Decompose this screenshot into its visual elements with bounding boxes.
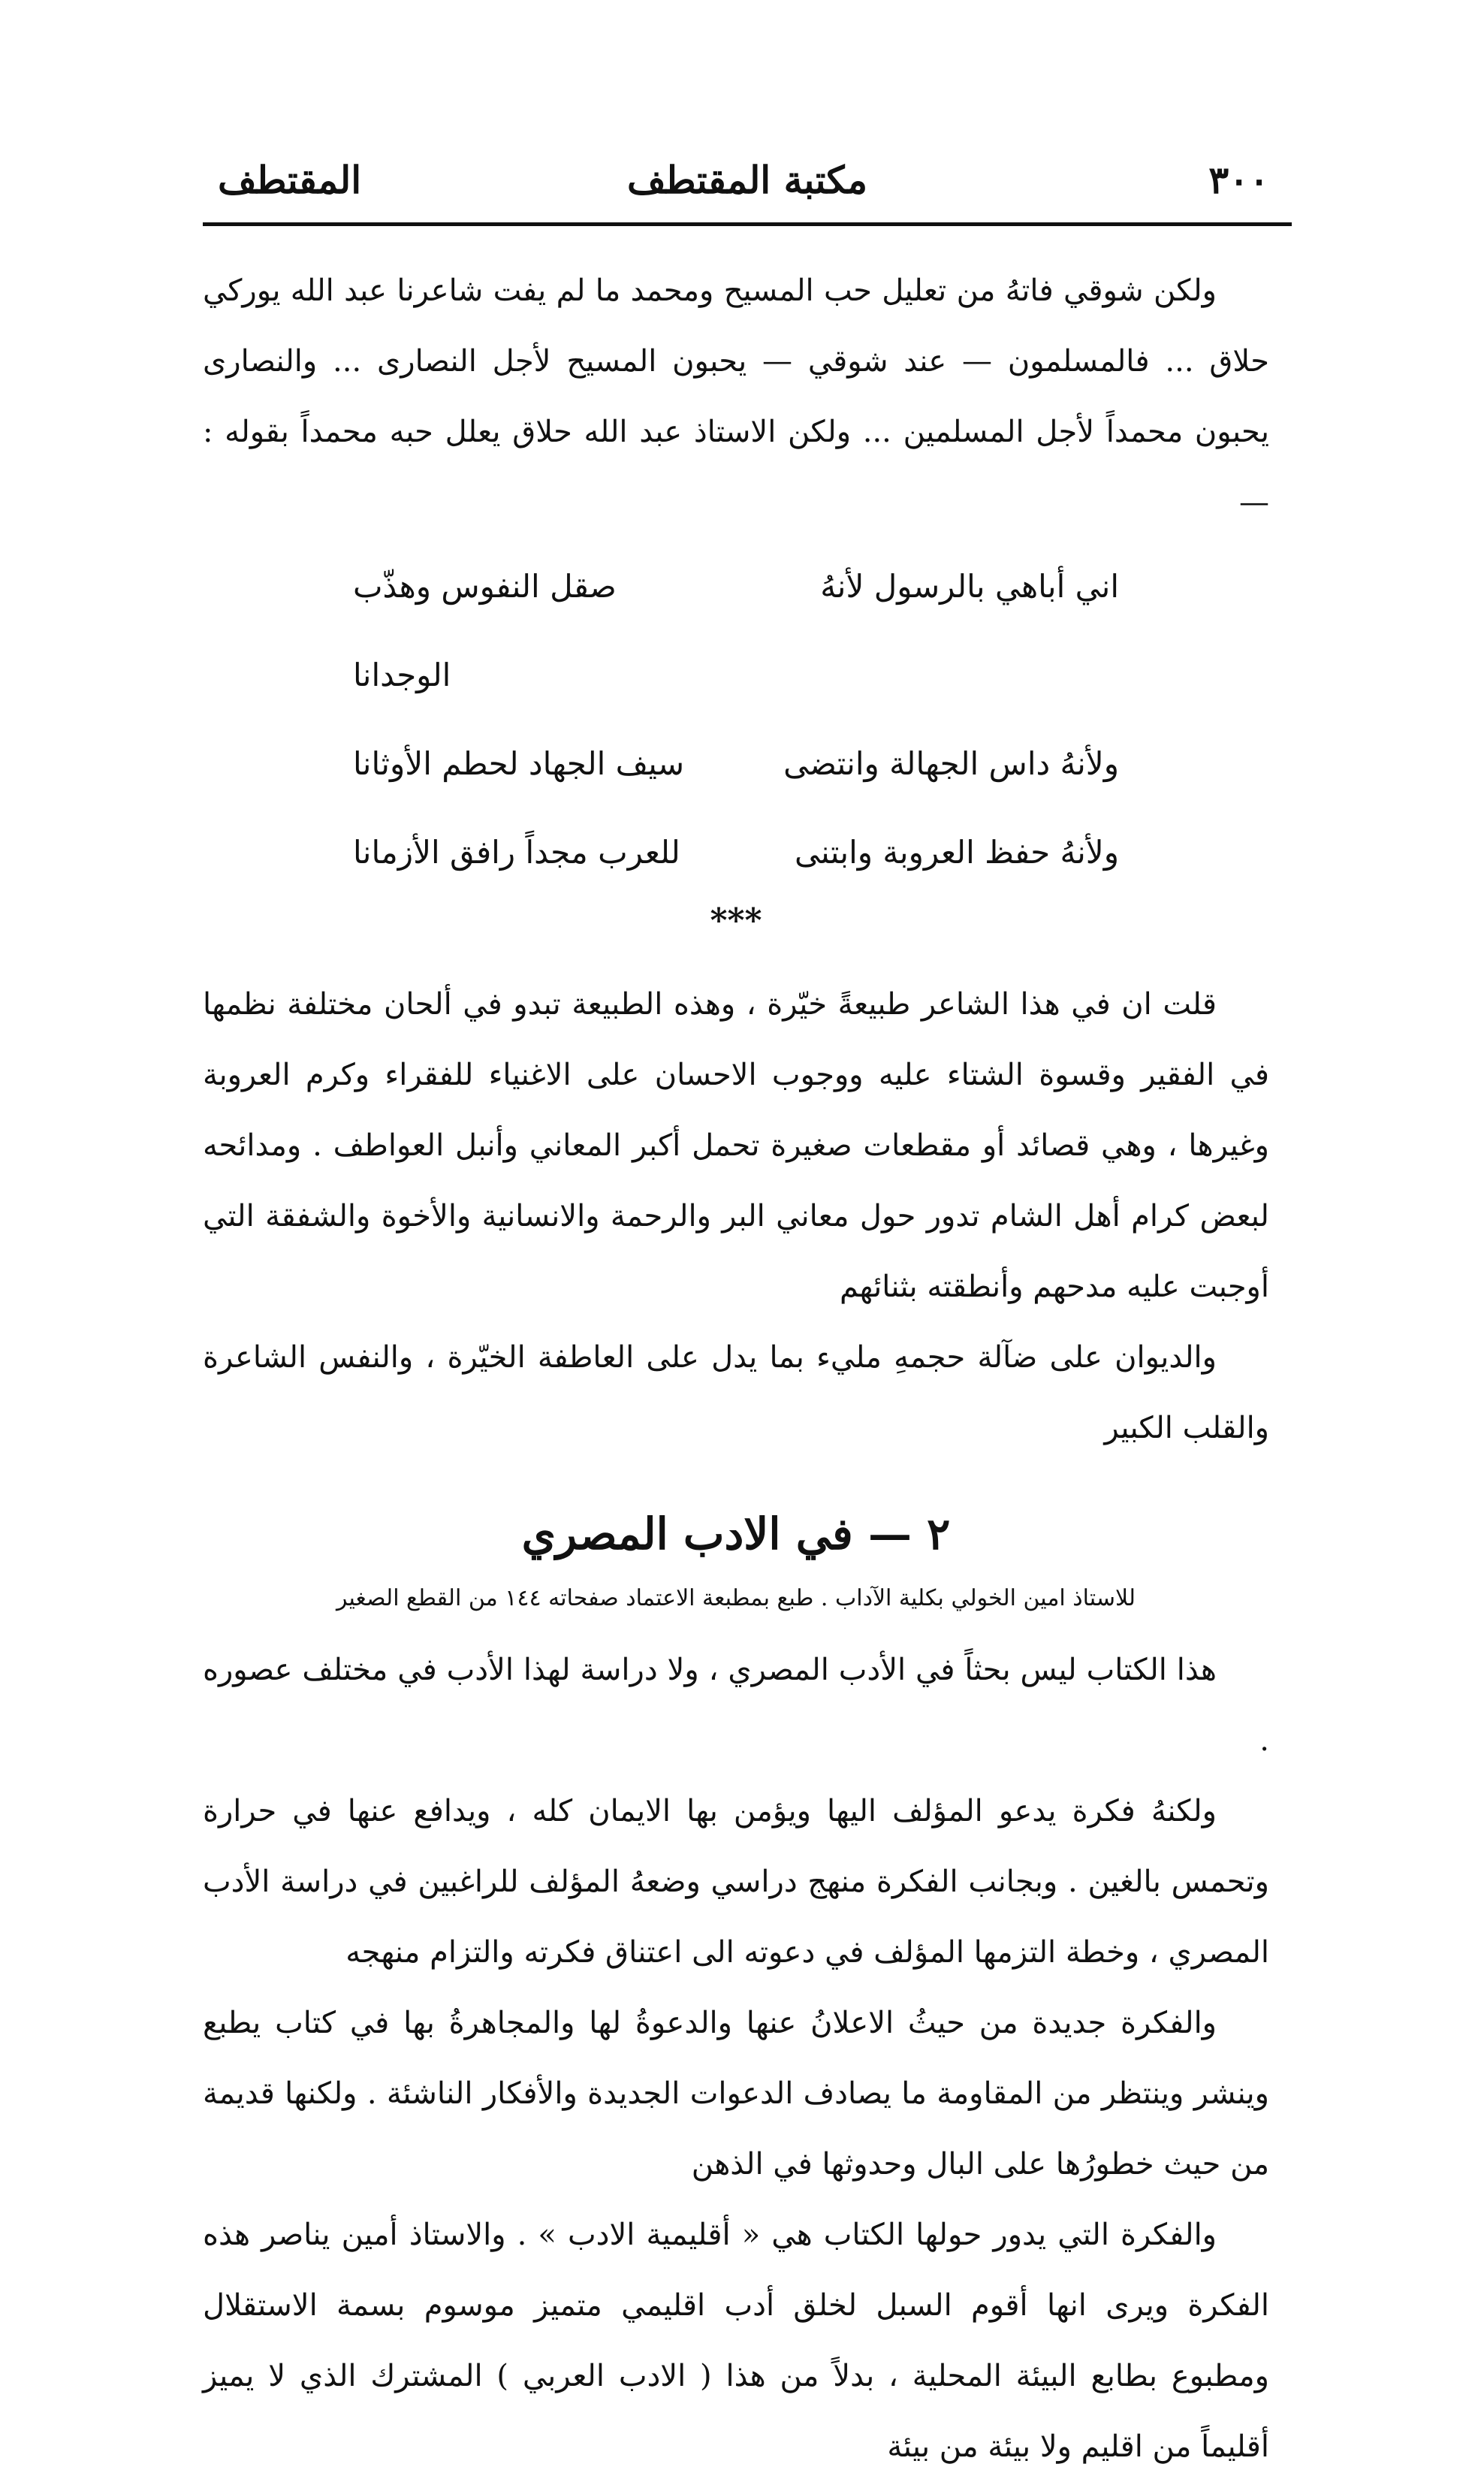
verse-second-hemistich: سيف الجهاد لحطم الأوثانا [353,745,685,782]
section-paragraph: والفكرة جديدة من حيثُ الاعلانُ عنها والدعوةُ لها والمجاهرةُ بها في كتاب يطبع وينشر وينتظر من المقاومة ما يصادف الدعوات الجديدة والأفكار الناشئة . ولكنها قديمة من حيث خطورُها على البال وحدوثها في الذهن [203,2006,1269,2182]
verse-second-hemistich: للعرب مجداً رافق الأزمانا [353,834,680,871]
poem-verse [353,720,1119,808]
section-paragraph: ولكنهُ فكرة يدعو المؤلف اليها ويؤمن بها الايمان كله ، ويدافع عنها في حرارة وتحمس بالغين . وبجانب الفكرة منهج دراسي وضعهُ المؤلف للراغبين في دراسة الأدب المصري ، وخطة التزمها المؤلف في دعوته الى اعتناق فكرته والتزام منهجه [203,1794,1269,1970]
poem [203,542,1269,897]
poem-verse [353,808,1119,897]
verse-second-hemistich: صقل النفوس وهذّب الوجدانا [353,568,617,693]
review-paragraph: قلت ان في هذا الشاعر طبيعةً خيّرة ، وهذه الطبيعة تبدو في ألحان مختلفة نظمها في الفقير وقسوة الشتاء عليه ووجوب الاحسان على الاغنياء للفقراء وكرم العروبة وغيرها ، وهي قصائد أو مقطعات صغيرة تحمل أكبر المعاني وأنبل العواطف . ومدائحه لبعض كرام أهل الشام تدور حول معاني البر والرحمة والانسانية والأخوة والشفقة التي أوجبت عليه مدحهم وأنطقته بثنائهم [203,987,1269,1304]
journal-name: المقتطف [218,158,362,202]
running-head [203,143,1292,225]
poem-verse [353,542,1119,720]
section-paragraph: والفكرة التي يدور حولها الكتاب هي « أقليمية الادب » . والاستاذ أمين يناصر هذه الفكرة ويرى انها أقوم السبل لخلق أدب اقليمي متميز موسوم بسمة الاستقلال ومطبوع بطابع البيئة المحلية ، بدلاً من هذا ( الادب العربي ) المشترك الذي لا يميز أقليماً من اقليم ولا بيئة من بيئة [203,2218,1269,2464]
header-rule [203,222,1292,226]
verse-first-hemistich: ولأنهُ داس الجهالة وانتضى [783,745,1119,782]
review-paragraph: والديوان على ضآلة حجمهِ مليء بما يدل على العاطفة الخيّرة ، والنفس الشاعرة والقلب الكبير [203,1340,1269,1445]
verse-first-hemistich: اني أباهي بالرسول لأنهُ [820,568,1119,605]
section-heading: ٢ — في الادب المصري [521,1508,951,1560]
book-info: للاستاذ امين الخولي بكلية الآداب . طبع بمطبعة الاعتماد صفحاته ١٤٤ من القطع الصغير [336,1585,1136,1611]
section-divider: *** [710,901,762,940]
text-column [203,255,1269,2482]
intro-paragraph: ولكن شوقي فاتهُ من تعليل حب المسيح ومحمد ما لم يفت شاعرنا عبد الله يوركي حلاق ... فالمسلمون — عند شوقي — يحبون المسيح لأجل النصارى ... والنصارى يحبون محمداً لأجل المسلمين ... ولكن الاستاذ عبد الله حلاق يعلل حبه محمداً بقوله : — [203,273,1269,520]
verse-first-hemistich: ولأنهُ حفظ العروبة وابتنى [795,834,1119,871]
page-number: ٣٠٠ [1208,158,1269,202]
section-paragraph: هذا الكتاب ليس بحثاً في الأدب المصري ، ولا دراسة لهذا الأدب في مختلف عصوره . [203,1653,1269,1758]
running-title: مكتبة المقتطف [627,158,867,202]
